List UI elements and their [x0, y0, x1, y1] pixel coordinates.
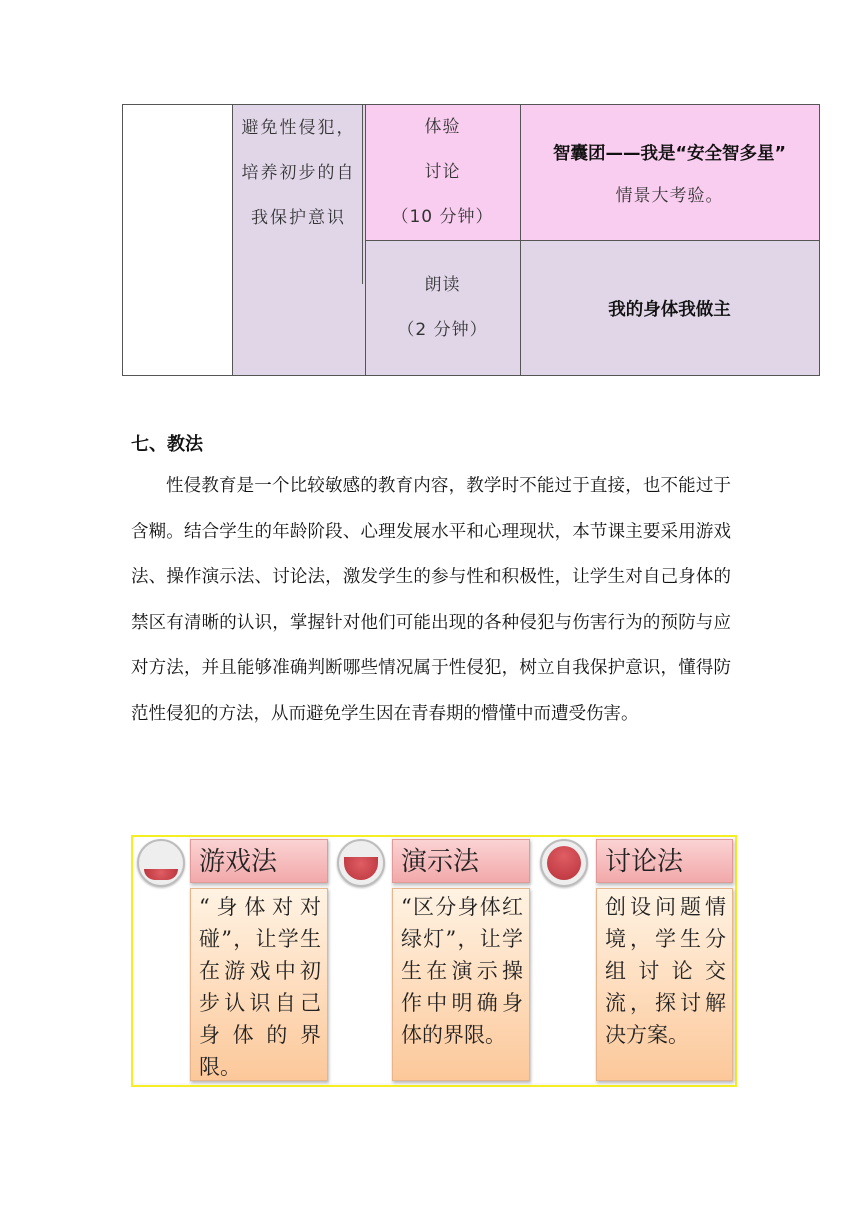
method-1-level-fill: [144, 869, 178, 880]
method-1-time: （10 分钟）: [391, 207, 494, 227]
half-filled-circle-icon: [337, 839, 385, 887]
content-2-title: 我的身体我做主: [608, 299, 731, 320]
table-divider-2b: [362, 104, 363, 284]
method-2-line1: 朗读: [424, 275, 461, 295]
content-cell-1: [520, 104, 819, 241]
content-cell-2: [520, 241, 819, 375]
content-1-sub: 情景大考验。: [615, 185, 724, 206]
method-1-title: 游戏法: [190, 839, 328, 883]
table-divider-1: [232, 104, 233, 376]
method-1-description: “身体对对碰”，让学生在游戏中初步认识自己身体的界限。: [190, 888, 328, 1081]
method-1-line1: 体验: [424, 117, 461, 137]
section-paragraph: 性侵教育是一个比较敏感的教育内容，教学时不能过于直接，也不能过于含糊。结合学生的年龄阶段、心理发展水平和心理现状，本节课主要采用游戏法、操作演示法、讨论法，激发学生的参与性和积极性，让学生对自己身体的禁区有清晰的认识，掌握针对他们可能出现的各种侵犯与伤害行为的预防与应对方法，并且能够准确判断哪些情况属于性侵犯，树立自我保护意识，懂得防范性侵犯的方法，从而避免学生因在青春期的懵懂中而遭受伤害。: [131, 476, 731, 724]
table-row-divider: [365, 240, 820, 241]
table-blank-cell: [123, 104, 232, 375]
method-3-description: 创设问题情境，学生分组讨论交流，探讨解决方案。: [596, 888, 733, 1081]
table-border-bottom: [122, 375, 820, 376]
table-border-top: [122, 104, 820, 105]
full-circle-icon: [540, 839, 588, 887]
method-2-title: 演示法: [392, 839, 530, 883]
content-1-title: 智囊团——我是“安全智多星”: [552, 143, 786, 164]
method-2-time: （2 分钟）: [397, 320, 488, 340]
section-heading: 七、教法: [131, 434, 203, 455]
method-1-line2: 讨论: [424, 162, 461, 182]
method-2-description: “区分身体红绿灯”，让学生在演示操作中明确身体的界限。: [392, 888, 530, 1081]
method-cell-2: [365, 241, 520, 375]
method-cell-1: [365, 104, 520, 241]
teaching-methods-graphic: [131, 835, 737, 1087]
method-3-level-fill: [547, 846, 581, 880]
method-2-level-fill: [344, 857, 378, 880]
table-border-left: [122, 104, 123, 376]
quarter-filled-circle-icon: [137, 839, 185, 887]
method-3-title: 讨论法: [596, 839, 733, 883]
objective-cell: [232, 104, 365, 375]
objective-text: 避免性侵犯，培养初步的自我保护意识: [241, 118, 356, 228]
